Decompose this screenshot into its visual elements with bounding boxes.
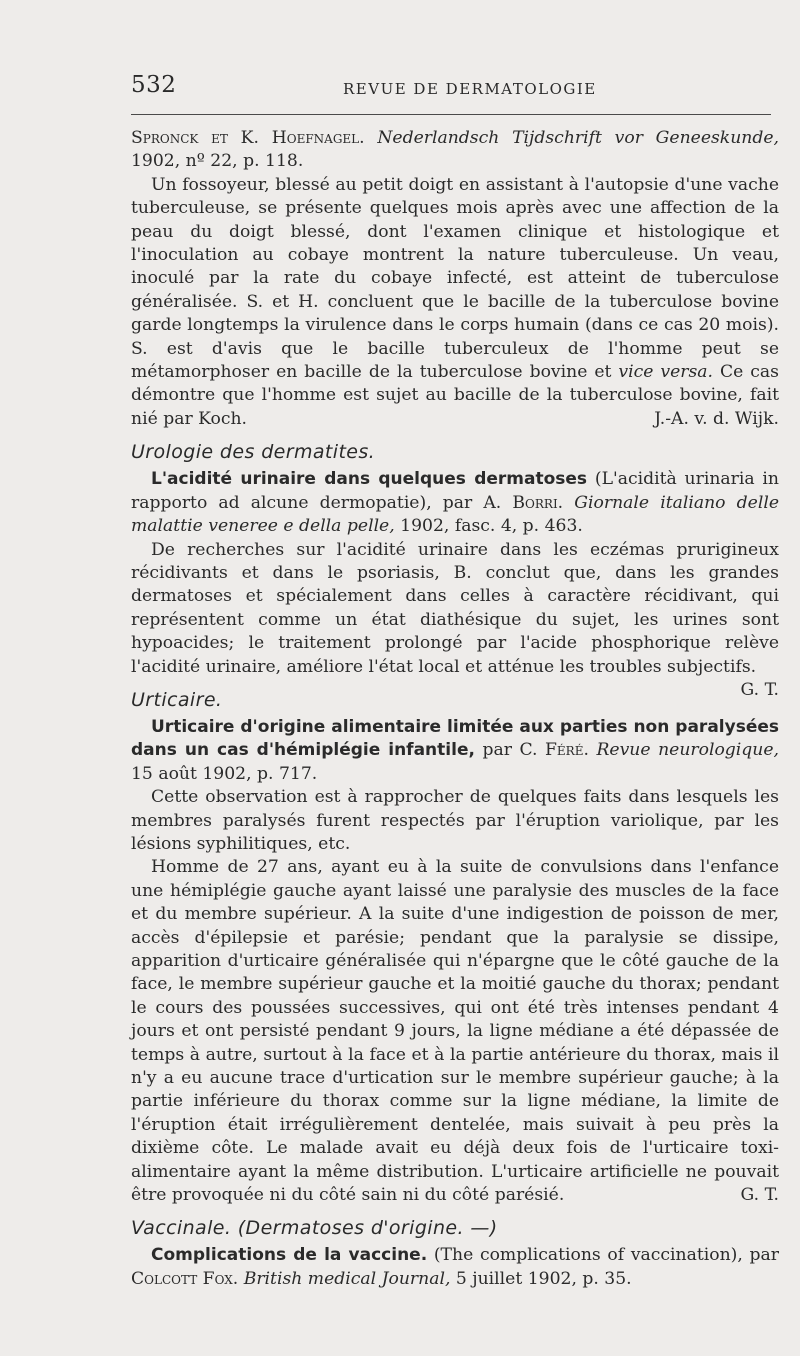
article-1-text [131, 174, 779, 431]
article-4-reference: 5 juillet 1902, p. 35. [450, 1268, 632, 1289]
article-3-author: C. Féré. [519, 740, 589, 761]
section-heading-urologie: Urologie des dermatites. [131, 441, 376, 464]
article-4-subtitle: (The complications of vaccination), par [427, 1245, 779, 1266]
article-1-authors: Spronck et K. Hoefnagel. [131, 128, 365, 148]
article-1-journal: Nederlandsch Tijdschrift vor Geneeskunde, [377, 128, 779, 148]
article-1-body-end: Ce cas démontre que l'homme est sujet au bacille de la tuberculose bovine, fait nié par Koch. [131, 362, 779, 429]
article-3-paragraph-1: Cette observation est à rapprocher de quelques faits dans lesquels les membres paralysés furent respectés par l'éruption variolique, par les lésions syphilitiques, etc. [131, 787, 779, 854]
article-1-reference: 1902, nº 22, p. 118. [131, 151, 304, 172]
article-3-citation [131, 716, 779, 786]
article-2-subtitle: (L'acidità urinaria in rapporto ad alcune dermopatie), par [131, 469, 779, 513]
article-3-by: par [474, 740, 520, 761]
running-title: REVUE DE DERMATOLOGIE [343, 80, 597, 98]
article-2-signature: G. T. [740, 679, 779, 700]
article-2-body: De recherches sur l'acidité urinaire dans les eczémas prurigineux récidivants et dans le psoriasis, B. conclut que, dans les grandes dermatoses et spécialement dans celles à caractère récidivant, qui représentent comme un état diathésique du sujet, les urines sont hypoacides; le traitement prolongé par l'acide phosphorique relève l'acidité urinaire, améliore l'état local et atténue les troubles subjectifs. [131, 539, 779, 677]
article-2-citation [131, 468, 779, 538]
page-body [131, 127, 779, 1291]
section-heading-vaccinale: Vaccinale. (Dermatoses d'origine. —) [131, 1217, 498, 1240]
header-rule [131, 114, 771, 115]
article-3-body: Homme de 27 ans, ayant eu à la suite de convulsions dans l'enfance une hémiplégie gauche ayant laissé une paralysie des muscles de la face et du membre supérieur. A la suite d'une indigestion de poisson de mer, accès d'épilepsie et parésie; pendant que la paralysie se dissipe, apparition d'urticaire généralisée qui n'épargne que le côté gauche de la face, le membre supérieur gauche et la moitié gauche du thorax; pendant le cours des poussées successives, qui ont été très intenses pendant 4 jours et ont persisté pendant 9 jours, la ligne médiane a été dépassée de temps à autre, surtout à la face et à la partie antérieure du thorax, mais il n'y a eu aucune trace d'urtication sur le membre supérieur gauche; à la partie inférieure du thorax comme sur la ligne médiane, la limite de l'éruption était irrégulièrement dentelée, mais suivait à peu près la dixième côte. Le malade avait eu déjà deux fois de l'urticaire toxi-alimentaire ayant la même distribution. L'urticaire artificielle ne pouvait être provoquée ni du côté sain ni du côté parésié. [131, 857, 779, 1206]
page-number: 532 [131, 72, 177, 98]
article-2-reference: 1902, fasc. 4, p. 463. [394, 516, 583, 537]
article-1-vice-versa: vice versa. [618, 362, 714, 383]
article-3-paragraph-2 [131, 856, 779, 1207]
article-3-signature: G. T. [740, 1185, 779, 1206]
article-3-reference: 15 août 1902, p. 717. [131, 763, 318, 784]
article-4-author: Colcott Fox. [131, 1268, 239, 1289]
article-3-title: Urticaire d'origine alimentaire limitée aux parties non paralysées dans un cas d'hémiplégie infantile, [131, 716, 779, 761]
article-2-author: A. Borri. [483, 492, 564, 513]
article-1-citation [131, 127, 779, 174]
article-4-journal: British medical Journal, [243, 1268, 451, 1289]
page-header [131, 72, 771, 104]
article-3-journal: Revue neurologique, [596, 740, 779, 761]
article-4-citation [131, 1244, 779, 1291]
article-1-body: Un fossoyeur, blessé au petit doigt en assistant à l'autopsie d'une vache tuberculeuse, se présente quelques mois après avec une affection de la peau du doigt blessé, dont l'examen clinique et histologique et l'inoculation au cobaye montrent la nature tuberculeuse. Un veau, inoculé par la rate du cobaye infecté, est atteint de tuberculose généralisée. S. et H. concluent que le bacille de la tuberculose bovine garde longtemps la virulence dans le corps humain (dans ce cas 20 mois). S. est d'avis que le bacille tuberculeux de l'homme peut se métamorphoser en bacille de la tuberculose bovine et [131, 174, 779, 383]
article-4-title: Complications de la vaccine. [151, 1245, 428, 1266]
section-heading-urticaire: Urticaire. [131, 688, 223, 711]
article-1-signature: J.-A. v. d. Wijk. [654, 408, 779, 429]
article-2-journal: Giornale italiano delle malattie veneree e della pelle, [131, 492, 779, 537]
article-2-title: L'acidité urinaire dans quelques dermatoses [151, 469, 588, 490]
